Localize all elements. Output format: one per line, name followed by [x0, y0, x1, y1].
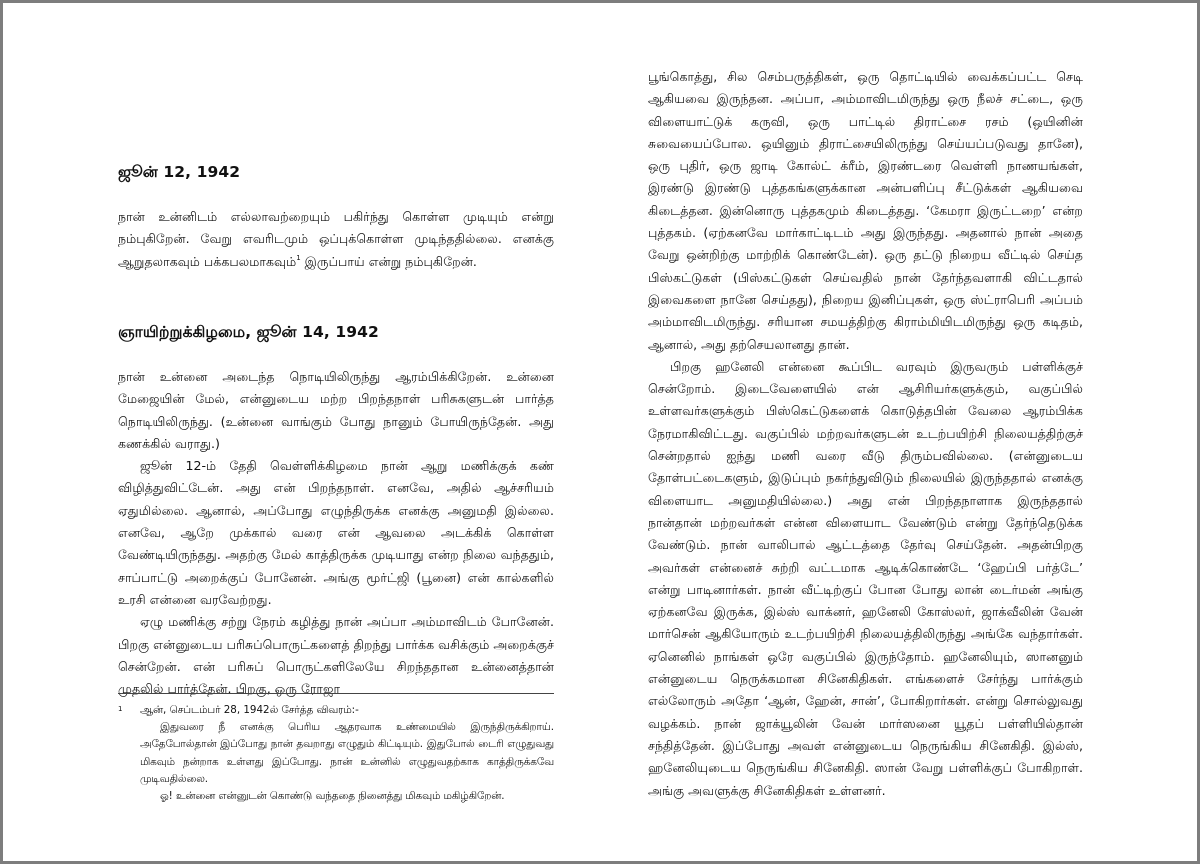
footnote-divider: [118, 693, 554, 694]
footnote-mark: 1: [118, 705, 123, 713]
footnote-quote: [118, 719, 554, 805]
quote-paragraph: இதுவரை நீ எனக்கு பெரிய ஆதரவாக உண்மையில் இருந்திருக்கிறாய். அதேபோல்தான் இப்போது நான் தவறாது எழுதும் கிட்டியும். இதுபோல் டைரி எழுதுவது மிகவும் நன்றாக உள்ளது இப்போது. நான் உன்னில் எழுதுவதற்காக காத்திருக்கவே முடிவதில்லை.: [140, 721, 554, 785]
paragraph-text: இருப்பாய் என்று நம்புகிறேன்.: [300, 253, 477, 269]
paragraph: ஏழு மணிக்கு சற்று நேரம் கழித்து நான் அப்பா அம்மாவிடம் போனேன். பிறகு என்னுடைய பரிசுப்பொருட்களைத் திறந்து பார்க்க வசிக்கும் அறைக்குச் சென்றேன். என் பரிசுப் பொருட்களிலேயே சிறந்ததான உன்னைத்தான் முதலில் பார்த்தேன். பிறகு, ஒரு ரோஜா: [118, 614, 554, 697]
paragraph: [118, 206, 554, 273]
entry-body-june-12: [118, 206, 554, 273]
entry-heading-june-12: ஜூன் 12, 1942: [118, 163, 241, 181]
quote-paragraph: ஓ! உன்னை என்னுடன் கொண்டு வந்ததை நினைத்து மிகவும் மகிழ்கிறேன்.: [160, 790, 505, 803]
entry-body-june-14: [118, 366, 554, 700]
book-spread: [3, 3, 1197, 861]
entry-heading-june-14: ஞாயிற்றுக்கிழமை, ஜூன் 14, 1942: [118, 323, 379, 341]
paragraph: பிறகு ஹனேலி என்னை கூப்பிட வரவும் இருவரும் பள்ளிக்குச் சென்றோம். இடைவேளையில் என் ஆசிரியர்களுக்கும், வகுப்பில் உள்ளவர்களுக்கும் பிஸ்கெட்டுகளைக் கொடுத்தபின் வேலை ஆரம்பிக்க நேரமாகிவிட்டது. வகுப்பில் மற்றவர்களுடன் உடற்பயிற்சி நிலையத்திற்குச் சென்றதால் ஐந்து மணி வரை வீடு திரும்பவில்லை. (என்னுடைய தோள்பட்டைகளும், இடுப்பும் நகர்ந்துவிடும் நிலையில் இருந்ததால் எனக்கு விளையாட அனுமதியில்லை.) அது என் பிறந்தநாளாக இருந்ததால் நான்தான் மற்றவர்கள் என்ன விளையாட வேண்டும் என்று தேர்ந்தெடுக்க வேண்டும். நான் வாலிபால் ஆட்டத்தை தேர்வு செய்தேன். அதன்பிறகு அவர்கள் என்னைச் சுற்றி வட்டமாக ஆடிக்கொண்டே ‘ஹேப்பி பர்த்டே’ என்று பாடினார்கள். நான் வீட்டிற்குப் போன போது லான் டைர்மன் அங்கு ஏற்கனவே இருக்க, இல்ஸ் வாக்னர், ஹனேலி கோஸ்லர், ஜாக்வீலின் வேன் மார்சென் ஆகியோரும் உடற்பயிற்சி நிலையத்திலிருந்து அங்கே வந்தார்கள். ஏனெனில் நாங்கள் ஒரே வகுப்பில் இருந்தோம். ஹனேலியும், ஸானனும் என்னுடைய நெருக்கமான சினேகிதிகள். எங்களைச் சேர்ந்து பார்க்கும் எல்லோரும் அதோ ‘ஆன், ஹேன், சான்’, போகிறார்கள். என்று சொல்லுவது வழக்கம். நான் ஜாக்யூலின் வேன் மார்ஸனை யூதப் பள்ளியில்தான் சந்தித்தேன். இப்போது அவள் என்னுடைய நெருங்கிய சினேகிதி. இல்ஸ், ஹனேலியுடைய நெருங்கிய சினேகிதி. ஸான் வேறு பள்ளிக்குப் போகிறாள். அங்கு அவளுக்கு சினேகிதிகள் உள்ளனர்.: [648, 358, 1083, 798]
footnote-intro: ஆன், செப்டம்பர் 28, 1942ல் சேர்த்த விவரம்:-: [140, 704, 359, 716]
paragraph: ஜூன் 12-ம் தேதி வெள்ளிக்கிழமை நான் ஆறு மணிக்குக் கண் விழித்துவிட்டேன். அது என் பிறந்தநாள். எனவே, அதில் ஆச்சரியம் ஏதுமில்லை. ஆனால், அப்போது எழுந்திருக்க எனக்கு அனுமதி இல்லை. எனவே, ஆறே முக்கால் வரை என் ஆவலை அடக்கிக் கொள்ள வேண்டியிருந்தது. அதற்கு மேல் காத்திருக்க முடியாது என்ற நிலை வந்ததும், சாப்பாட்டு அறைக்குப் போனேன். அங்கு மூர்ட்ஜி (பூனை) என் கால்களில் உரசி என்னை வரவேற்றது.: [118, 458, 554, 607]
page-body: [648, 66, 1083, 802]
footnote-reference[interactable]: 1: [296, 253, 301, 262]
paragraph: பூங்கொத்து, சில செம்பருத்திகள், ஒரு தொட்டியில் வைக்கப்பட்ட செடி ஆகியவை இருந்தன. அப்பா, அம்மாவிடமிருந்து ஒரு நீலச் சட்டை, ஒரு விளையாட்டுக் கருவி, ஒரு பாட்டில் திராட்சை ரசம் (ஒயினின் சுவையைப்போல. ஒயினும் திராட்சையிலிருந்து செய்யப்படுவது தானே), ஒரு புதிர், ஒரு ஜாடி கோல்ட் க்ரீம், இரண்டரை வெள்ளி நாணயங்கள், இரண்டு இரண்டு புத்தகங்களுக்கான அன்பளிப்பு சீட்டுக்கள் ஆகியவை கிடைத்தன. இன்னொரு புத்தகமும் கிடைத்தது. ‘கேமரா இருட்டறை’ என்ற புத்தகம். (ஏற்கனவே மார்காட்டிடம் அது இருந்தது. அதனால் நான் அதை வேறு ஒன்றிற்கு மாற்றிக் கொண்டேன்). ஒரு தட்டு நிறைய வீட்டில் செய்த பிஸ்கட்டுகள் (பிஸ்கட்டுகள் செய்வதில் நான் தேர்ந்தவளாகி விட்டதால் இவைகளை நானே செய்தது), நிறைய இனிப்புகள், ஒரு ஸ்ட்ராபெரி அப்பம் அம்மாவிடமிருந்து. சரியான சமயத்திற்கு கிராம்மியிடமிருந்து ஒரு கடிதம், ஆனால், அது தற்செயலானது தான்.: [648, 69, 1083, 352]
paragraph: நான் உன்னை அடைந்த நொடியிலிருந்து ஆரம்பிக்கிறேன். உன்னை மேஜையின் மேல், என்னுடைய மற்ற பிறந்தநாள் பரிசுகளுடன் பார்த்த நொடியிலிருந்து. (உன்னை வாங்கும் போது நானும் போயிருந்தேன். அது கணக்கில் வராது.): [118, 369, 554, 451]
paragraph-text: நான் உன்னிடம் எல்லாவற்றையும் பகிர்ந்து கொள்ள முடியும் என்று நம்புகிறேன். வேறு எவரிடமும் ஒப்புக்கொள்ள முடிந்ததில்லை. எனக்கு ஆறுதலாகவும் பக்கபலமாகவும்: [118, 209, 554, 269]
footnote: [118, 702, 554, 805]
